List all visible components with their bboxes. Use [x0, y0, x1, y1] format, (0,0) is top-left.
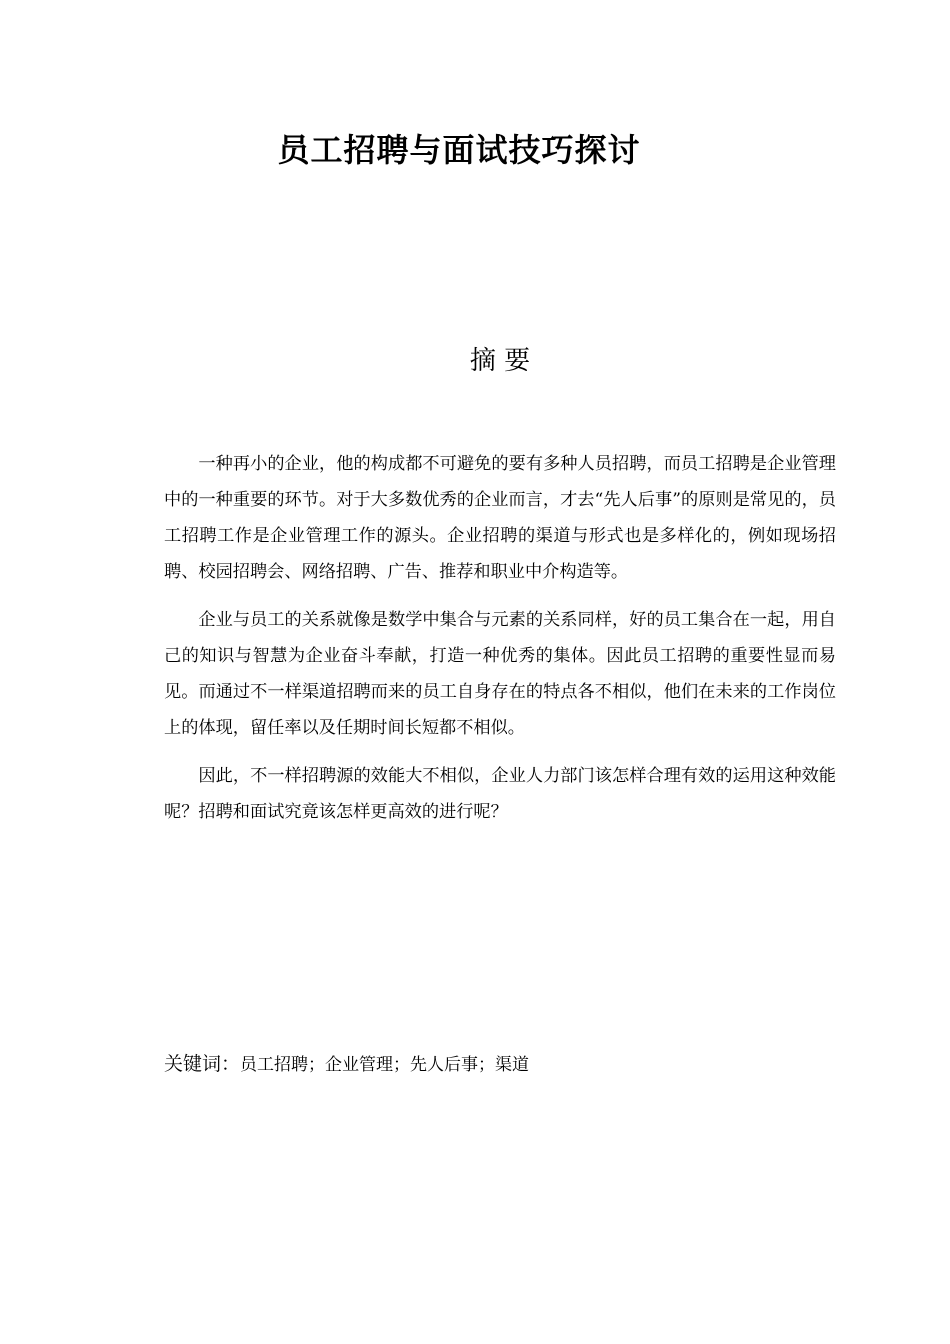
keywords-list: 员工招聘；企业管理；先人后事；渠道: [240, 1055, 530, 1075]
document-title: 员工招聘与面试技巧探讨: [277, 131, 641, 169]
abstract-paragraph: 一种再小的企业，他的构成都不可避免的要有多种人员招聘，而员工招聘是企业管理中的一种重要的环节。对于大多数优秀的企业而言，才去“先人后事”的原则是常见的，员工招聘工作是企业管理工作的源头。企业招聘的渠道与形式也是多样化的，例如现场招聘、校园招聘会、网络招聘、广告、推荐和职业中介构造等。: [164, 454, 836, 582]
abstract-heading: 摘 要: [469, 346, 531, 376]
keywords-label: 关键词：: [164, 1053, 241, 1075]
abstract-paragraph: 因此，不一样招聘源的效能大不相似，企业人力部门该怎样合理有效的运用这种效能呢？招聘和面试究竟该怎样更高效的进行呢？: [164, 766, 836, 822]
abstract-body: [164, 446, 836, 842]
keywords-line: [164, 1050, 836, 1079]
abstract-paragraph: 企业与员工的关系就像是数学中集合与元素的关系同样，好的员工集合在一起，用自己的知识与智慧为企业奋斗奉献，打造一种优秀的集体。因此员工招聘的重要性显而易见。而通过不一样渠道招聘而来的员工自身存在的特点各不相似，他们在未来的工作岗位上的体现，留任率以及任期时间长短都不相似。: [164, 610, 836, 738]
